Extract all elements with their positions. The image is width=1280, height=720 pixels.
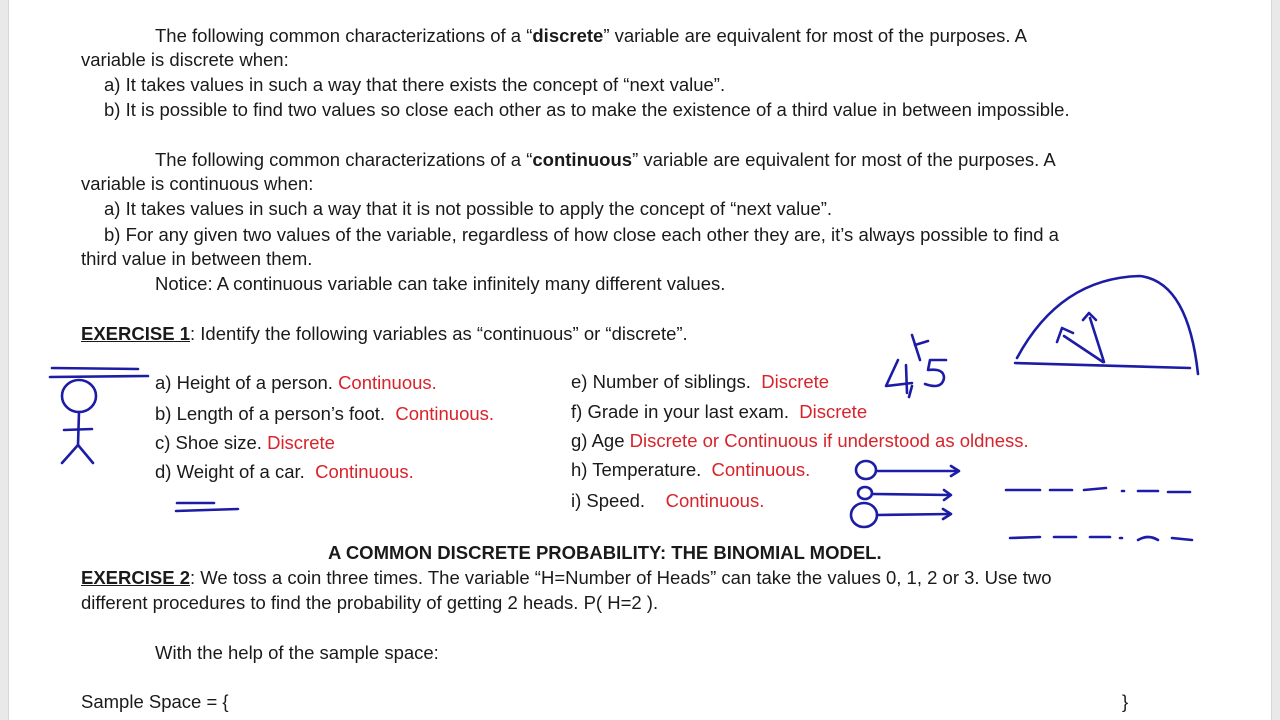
sample-space-open: Sample Space = {	[81, 691, 229, 712]
item-answer: Continuous.	[395, 403, 495, 424]
dashed-number-lines	[1006, 488, 1192, 540]
item-answer: Discrete	[761, 371, 830, 392]
continuous-item-b-line1: b) For any given two values of the variable, regardless of how close each other they are, it’s always possible to find a	[104, 224, 1059, 245]
continuous-notice: Notice: A continuous variable can take infinitely many different values.	[155, 273, 726, 294]
discrete-term: discrete	[532, 25, 604, 46]
discrete-intro-post: ” variable are equivalent for most of the purposes. A	[603, 25, 1028, 46]
item-answer: Continuous.	[338, 372, 437, 393]
exercise2-label: EXERCISE 2	[81, 567, 190, 588]
item-question: e) Number of siblings.	[571, 371, 751, 392]
continuous-item-a: a) It takes values in such a way that it is not possible to apply the concept of “next value”.	[104, 198, 833, 219]
item-question: b) Length of a person’s foot.	[155, 403, 386, 424]
sample-space-help: With the help of the sample space:	[155, 642, 439, 663]
item-question: a) Height of a person.	[155, 372, 333, 393]
item-answer: Discrete	[267, 432, 335, 453]
section-heading: A COMMON DISCRETE PROBABILITY: THE BINOMIAL MODEL.	[328, 542, 882, 563]
handwritten-digits	[886, 335, 946, 397]
item-answer: Continuous.	[711, 459, 811, 480]
item-question: g) Age	[571, 430, 625, 451]
item-question: i) Speed.	[571, 490, 646, 511]
item-answer: Discrete	[799, 401, 868, 422]
sample-space-close: }	[1122, 691, 1129, 712]
continuous-intro-post: ” variable are equivalent for most of the purposes. A	[632, 149, 1056, 170]
discrete-intro-pre: The following common characterizations of a “	[155, 25, 533, 46]
exercise1-label: EXERCISE 1	[81, 323, 190, 344]
discrete-intro-line2: variable is discrete when:	[81, 49, 289, 70]
item-answer: Discrete or Continuous if understood as oldness.	[629, 430, 1029, 451]
weight-scribble	[176, 503, 238, 511]
exercise2-text-line2: different procedures to find the probability of getting 2 heads. P( H=2 ).	[81, 592, 659, 613]
stick-figure-drawing	[50, 368, 148, 463]
exercise1-text: : Identify the following variables as “continuous” or “discrete”.	[190, 323, 688, 344]
continuous-item-b-line2: third value in between them.	[81, 248, 313, 269]
discrete-item-b: b) It is possible to find two values so close each other as to make the existence of a third value in between impossible.	[104, 99, 1070, 120]
arrow-diagrams	[851, 461, 959, 527]
item-question: c) Shoe size.	[155, 432, 262, 453]
item-question: f) Grade in your last exam.	[571, 401, 789, 422]
continuous-intro-pre: The following common characterizations of a “	[155, 149, 533, 170]
gauge-drawing	[1015, 276, 1198, 374]
item-answer: Continuous.	[665, 490, 765, 511]
continuous-intro-line2: variable is continuous when:	[81, 173, 314, 194]
discrete-item-a: a) It takes values in such a way that there exists the concept of “next value”.	[104, 74, 726, 95]
continuous-term: continuous	[532, 149, 633, 170]
item-question: d) Weight of a car.	[155, 461, 305, 482]
exercise2-text-line1: : We toss a coin three times. The variable “H=Number of Heads” can take the values 0, 1, 2 or 3. Use two	[190, 567, 1052, 588]
item-answer: Continuous.	[315, 461, 414, 482]
item-question: h) Temperature.	[571, 459, 702, 480]
